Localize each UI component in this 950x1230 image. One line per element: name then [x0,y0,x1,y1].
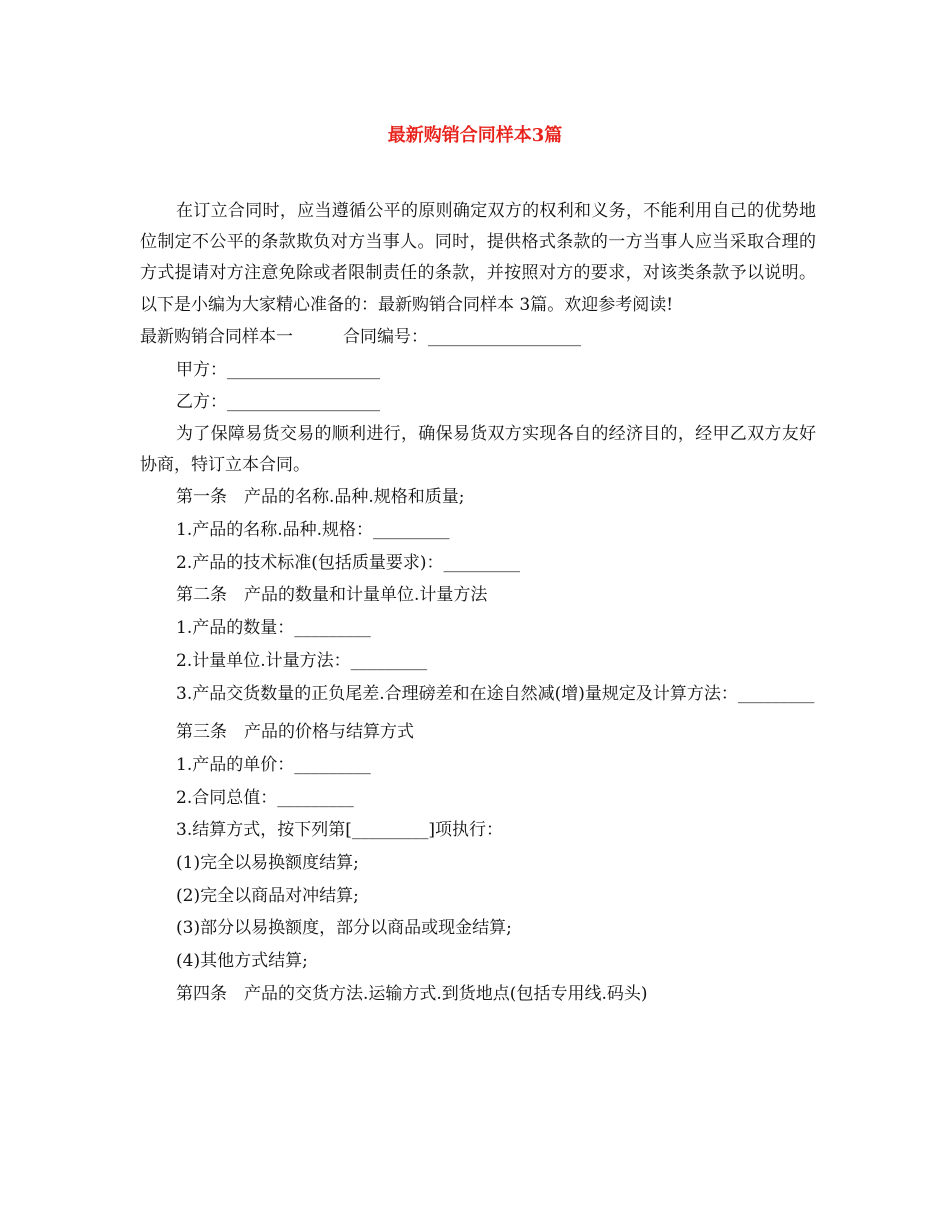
intro-paragraph: 在订立合同时，应当遵循公平的原则确定双方的权利和义务，不能利用自己的优势地位制定不公平的条款欺负对方当事人。同时，提供格式条款的一方当事人应当采取合理的方式提请对方注意免除或者限制责任的条款，并按照对方的要求，对该类条款予以说明。以下是小编为大家精心准备的：最新购销合同样本 3篇。欢迎参考阅读! [140,201,816,315]
article-2-item-2: 2.计量单位.计量方法：_________ [176,650,428,671]
article-3-option-1: (1)完全以易换额度结算; [176,853,359,874]
party-a-field: 甲方：__________________ [176,359,380,380]
article-3-option-2: (2)完全以商品对冲结算; [176,885,359,906]
article-1-heading: 第一条 产品的名称.品种.规格和质量; [176,487,465,508]
article-4-heading: 第四条 产品的交货方法.运输方式.到货地点(包括专用线.码头) [176,983,648,1004]
article-3-item-1: 1.产品的单价：_________ [176,754,371,775]
sample-heading: 最新购销合同样本一 [140,326,293,347]
article-3-item-3: 3.结算方式，按下列第[_________]项执行： [176,820,503,841]
article-2-heading: 第二条 产品的数量和计量单位.计量方法 [176,585,488,606]
article-2-item-3: 3.产品交货数量的正负尾差.合理磅差和在途自然减(增)量规定及计算方法：_________ [176,683,815,704]
contract-number-field: 合同编号：__________________ [343,326,581,347]
article-3-item-2: 2.合同总值：_________ [176,787,354,808]
article-1-item-1: 1.产品的名称.品种.规格：_________ [176,520,450,541]
article-1-item-2: 2.产品的技术标准(包括质量要求)：_________ [176,552,520,573]
preamble-paragraph: 为了保障易货交易的顺利进行，确保易货双方实现各自的经济目的，经甲乙双方友好协商，特订立本合同。 [140,423,816,476]
party-b-field: 乙方：__________________ [176,392,380,413]
article-3-option-3: (3)部分以易换额度，部分以商品或现金结算; [176,918,512,939]
article-3-heading: 第三条 产品的价格与结算方式 [176,722,414,743]
article-2-item-1: 1.产品的数量：_________ [176,618,371,639]
sample-heading-line [140,321,816,354]
document-title: 最新购销合同样本3篇 [387,125,563,146]
document-body [140,196,816,1011]
article-3-option-4: (4)其他方式结算; [176,951,308,972]
